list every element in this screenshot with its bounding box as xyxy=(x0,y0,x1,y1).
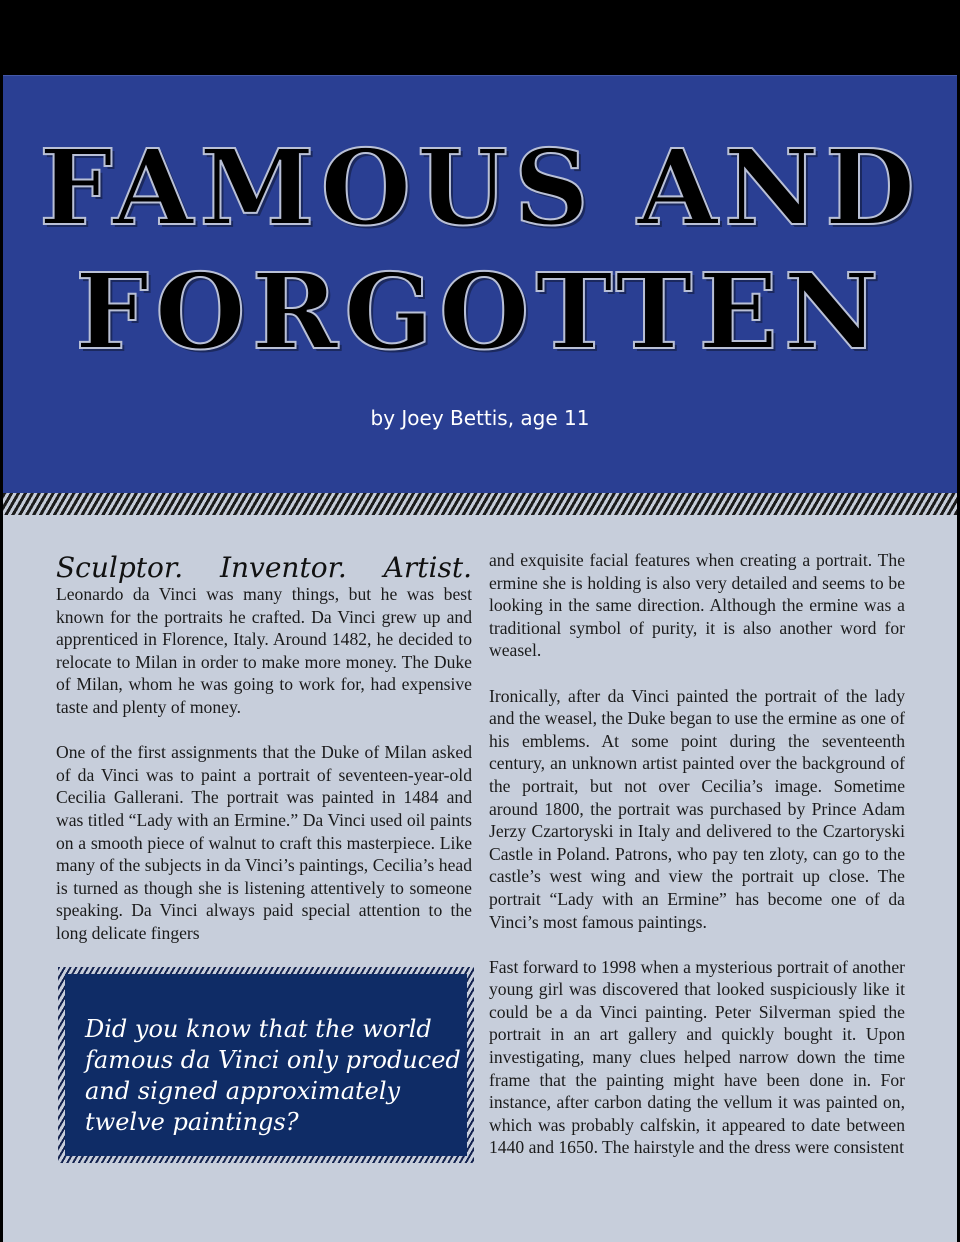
callout-box xyxy=(65,974,467,1156)
article-body xyxy=(3,515,957,1242)
lead-word: Inventor. xyxy=(219,551,347,584)
left-column xyxy=(56,583,472,967)
lead-word: Sculptor. xyxy=(56,551,184,584)
paragraph: One of the first assignments that the Duke of Milan asked of da Vinci was to paint a portrait of seventeen-year-old Cecilia Gallerani. The portrait was painted in 1484 and was titled “Lady with an Ermine.” Da Vinci used oil paints on a smooth piece of walnut to craft this masterpiece. Like many of the subjects in da Vinci’s paintings, Cecilia’s head is turned as though she is listening attentively to someone speaking. Da Vinci always paid special attention to the long delicate fingers xyxy=(56,742,472,943)
paragraph: Ironically, after da Vinci painted the portrait of the lady and the weasel, the Duke began to use the ermine as one of his emblems. At some point during the seventeenth century, an unknown artist painted over the background of the portrait, but not over Cecilia’s image. Sometime around 1800, the portrait was purchased by Prince Adam Jerzy Czartoryski in Italy and delivered to the Czartoryski Castle in Poland. Patrons, who pay ten zloty, can go to the castle’s west wing and view the portrait up close. The portrait “Lady with an Ermine” has become one of da Vinci’s most famous paintings. xyxy=(489,685,905,932)
byline: by Joey Bettis, age 11 xyxy=(370,406,590,430)
title-banner xyxy=(3,75,957,494)
paragraph: and exquisite facial features when creating a portrait. The ermine she is holding is also very detailed and seems to be looking in the same direction. Although the ermine was a traditional symbol of purity, it is also another word for weasel. xyxy=(489,550,905,661)
title-line-1: FAMOUS AND xyxy=(38,126,922,249)
right-column xyxy=(489,549,905,1182)
callout-text: Did you know that the world famous da Vinci only produced and signed approximately twelve paintings? xyxy=(85,1015,461,1136)
paragraph: Fast forward to 1998 when a mysterious portrait of another young girl was discovered that looked suspiciously like it could be a da Vinci painting. Peter Silverman spied the portrait in an art gallery and quickly bought it. Upon investigating, many clues helped narrow down the time frame that the painting might have been done in. For instance, after carbon dating the vellum it was painted on, which was probably calfskin, it appeared to date between 1440 and 1650. The hairstyle and the dress were consistent xyxy=(489,956,905,1158)
top-black-bar xyxy=(0,0,960,75)
title-line-2: FORGOTTEN xyxy=(75,250,885,373)
lead-heading xyxy=(56,551,472,585)
did-you-know-callout xyxy=(58,967,474,1163)
paragraph: Leonardo da Vinci was many things, but he was best known for the portraits he crafted. Da Vinci grew up and apprenticed in Florence, Italy. Around 1482, he decided to relocate to Milan in order to make more money. The Duke of Milan, whom he was going to work for, had expensive taste and plenty of money. xyxy=(56,584,472,717)
hatched-divider xyxy=(3,493,957,515)
lead-word: Artist. xyxy=(383,551,472,584)
